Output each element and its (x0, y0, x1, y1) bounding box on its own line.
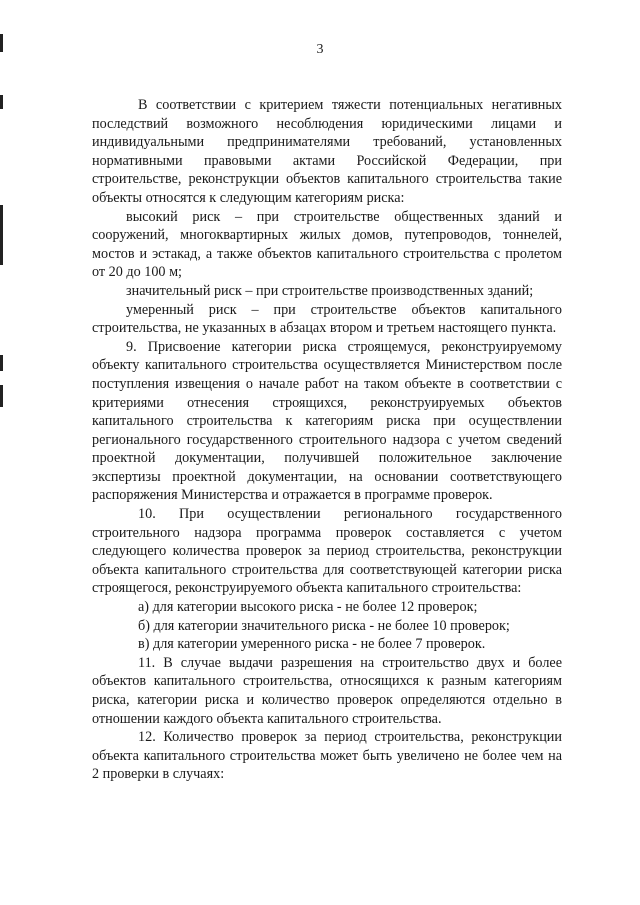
paragraph-moderate-risk: умеренный риск – при строительстве объектов капитального строительства, не указанных в абзацах втором и третьем настоящего пункта. (92, 301, 562, 337)
list-item-a: а) для категории высокого риска - не более 12 проверок; (138, 599, 478, 616)
paragraph-item-11: 11. В случае выдачи разрешения на строительство двух и более объектов капитального строительства, относящихся к разным категориям риска, категории риска и количество проверок определяются отдельно в отношении каждого объекта капитального строительства. (92, 654, 562, 727)
paragraph-item-12: 12. Количество проверок за период строительства, реконструкции объекта капитального строительства может быть увеличено не более чем на 2 проверки в случаях: (92, 729, 562, 783)
list-item-c: в) для категории умеренного риска - не более 7 проверок. (138, 636, 486, 653)
list-item-b: б) для категории значительного риска - не более 10 проверок; (138, 617, 510, 634)
paragraph-risk-criteria: В соответствии с критерием тяжести потенциальных негативных последствий возможного несоблюдения юридическими лицами и индивидуальными предпринимателями требований, установленных нормативными правовыми актами Российской Федерации, при строительстве, реконструкции объектов капитального строительства такие объекты относятся к следующим категориям риска: (92, 97, 562, 206)
paragraph-item-9: 9. Присвоение категории риска строящемуся, реконструируемому объекту капитального строительства осуществляется Министерством после поступления извещения о начале работ на таком объекте в соответствии с критериями отнесения строящихся, реконструируемых объектов капитального строительства к категориям риска при осуществлении регионального государственного строительного надзора с учетом сведений проектной документации, получившей положительное заключение экспертизы проектной документации, на основании соответствующего распоряжения Министерства и отражается в программе проверок. (92, 338, 562, 504)
page-number: 3 (316, 42, 324, 57)
paragraph-high-risk: высокий риск – при строительстве общественных зданий и сооружений, многоквартирных жилых домов, путепроводов, тоннелей, мостов и эстакад, а также объектов капитального строительства с пролетом от 20 до 100 м; (92, 208, 562, 281)
scan-edge-mark (0, 95, 3, 109)
scan-edge-mark (0, 205, 3, 265)
paragraph-significant-risk: значительный риск – при строительстве производственных зданий; (126, 282, 534, 299)
document-body (92, 96, 562, 784)
paragraph-item-10: 10. При осуществлении регионального государственного строительного надзора программа проверок составляется с учетом следующего количества проверок за период строительства, реконструкции объекта капитального строительства для соответствующей категории риска строящегося, реконструируемого объекта капитального строительства: (92, 506, 562, 597)
scan-edge-mark (0, 355, 3, 371)
scan-edge-mark (0, 385, 3, 407)
